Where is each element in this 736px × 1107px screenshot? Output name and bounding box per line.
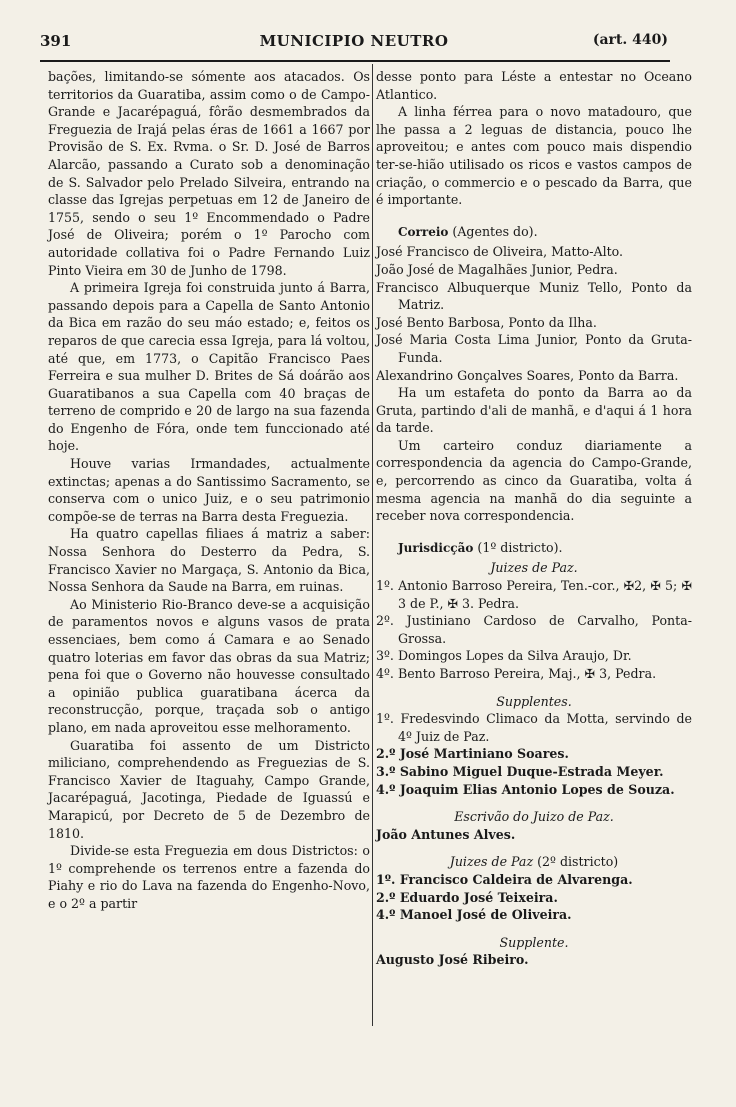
section-heading-correio [376, 223, 692, 242]
page-title: MUNICIPIO NEUTRO [259, 32, 449, 50]
list-item: 2.º José Martiniano Soares. [376, 746, 569, 762]
heading-label: Juizes de Paz [449, 854, 534, 870]
running-header [40, 32, 668, 54]
article-reference: (art. 440) [592, 32, 668, 48]
list-item: 3.º Sabino Miguel Duque-Estrada Meyer. [376, 763, 664, 779]
list-item: 1º. Francisco Caldeira de Alvarenga. [376, 871, 633, 887]
left-column [48, 68, 370, 913]
column-divider [372, 64, 373, 1026]
paragraph: bações, limitando-se sómente aos atacados. Os territorios da Guaratiba, assim como o de Campo-Grande e Jacarépaguá, fôrão desmembrados da Freguezia de Irajá pelas éras de 1661 a 1667 por Provisão de S. Ex. Rvma. o Sr. D. José de Barros Alarcão, passando a Curato sob a denominação de S. Salvador pelo Prelado Silveira, entrando na classe das Igrejas perpetuas em 12 de Janeiro de 1755, sendo o seu 1º Encommendado o Padre José de Oliveira; porém o 1º Parocho com autoridade collativa foi o Padre Fernando Luiz Pinto Vieira em 30 de Junho de 1798. [48, 69, 370, 278]
list-item: José Bento Barbosa, Ponto da Ilha. [376, 314, 597, 330]
paragraph: desse ponto para Léste a entestar no Oceano Atlantico. [376, 69, 692, 102]
list-item: Augusto José Ribeiro. [376, 952, 529, 968]
page-number: 391 [40, 32, 72, 50]
list-item: João Antunes Alves. [376, 826, 516, 842]
heading-label: Jurisdicção [398, 540, 474, 555]
paragraph: Guaratiba foi assento de um Districto miliciano, comprehendendo as Freguezias de S. Francisco Xavier de Itaguahy, Campo Grande, Jacarépaguá, Jacotinga, Piedade de Iguassú e Marapicú, por Decreto de 5 de Dezembro de 1810. [48, 737, 370, 841]
list-item: Francisco Albuquerque Muniz Tello, Ponto da Matriz. [376, 279, 692, 313]
list-item: João José de Magalhães Junior, Pedra. [376, 261, 618, 277]
list-item: 1º. Fredesvindo Climaco da Motta, servindo de 4º Juiz de Paz. [376, 711, 692, 744]
heading-label: Correio [398, 224, 449, 239]
subheading-supplentes: Supplentes. [496, 693, 572, 709]
spacer [376, 924, 692, 934]
subheading-juizes: Juizes de Paz. [490, 560, 578, 576]
paragraph: Ha um estafeta do ponto da Barra ao da Gruta, partindo d'ali de manhã, e d'aqui á 1 hora da tarde. [376, 385, 692, 436]
paragraph: Houve varias Irmandades, actualmente extinctas; apenas a do Santissimo Sacramento, se conserva com o unico Juiz, e o seu patrimonio compõe-se de terras na Barra desta Freguezia. [48, 456, 370, 524]
list-item: 4º. Bento Barroso Pereira, Maj., ✠ 3, Pedra. [376, 666, 657, 681]
spacer [376, 683, 692, 693]
list-item: 4.º Manoel José de Oliveira. [376, 907, 572, 923]
list-item: 2.º Eduardo José Teixeira. [376, 889, 558, 905]
list-item: Alexandrino Gonçalves Soares, Ponto da Barra. [376, 367, 679, 383]
right-column [376, 68, 692, 969]
paragraph: Ha quatro capellas filiaes á matriz a saber: Nossa Senhora do Desterro da Pedra, S. Francisco Xavier no Margaça, S. Antonio da Bica, Nossa Senhora da Saude na Barra, em ruinas. [48, 526, 370, 595]
heading-subtitle: (2º districto) [537, 854, 619, 870]
heading-subtitle: (Agentes do). [452, 223, 538, 239]
spacer [376, 843, 692, 853]
section-heading-jurisdiccao [376, 539, 692, 558]
subheading-juizes-2 [376, 853, 692, 871]
list-item: 2º. Justiniano Cardoso de Carvalho, Ponta-Grossa. [376, 613, 692, 646]
subheading-supplente: Supplente. [499, 934, 569, 950]
subheading-escrivao: Escrivão do Juizo de Paz. [454, 809, 614, 825]
list-item: José Maria Costa Lima Junior, Ponto da Gruta-Funda. [376, 332, 692, 365]
paragraph: A linha férrea para o novo matadouro, que lhe passa a 2 leguas de distancia, pouco lhe aproveitou; e antes com pouco mais dispendio ter-se-hião utilisado os ricos e vastos campos de criação, o commercio e o pescado da Barra, que é importante. [376, 104, 692, 208]
paragraph: Um carteiro conduz diariamente a correspondencia da agencia do Campo-Grande, e, percorrendo as cinco da Guaratiba, volta á mesma agencia na manhã do dia seguinte a receber nova correspondencia. [376, 437, 692, 524]
list-item: 3º. Domingos Lopes da Silva Araujo, Dr. [376, 648, 632, 664]
heading-subtitle: (1º districto). [477, 539, 563, 555]
paragraph: Ao Ministerio Rio-Branco deve-se a acquisição de paramentos novos e alguns vasos de prata essenciaes, bem como á Camara e ao Senado quatro loterias em favor das obras da sua Matriz; pena foi que o Governo não houvesse consultado a opinião publica guaratibana ácerca da reconstrucção, porque, traçada sob o antigo plano, em nada aproveitou esse melhoramento. [48, 596, 370, 735]
header-rule [40, 60, 670, 62]
paragraph: Divide-se esta Freguezia em dous Districtos: o 1º comprehende os terrenos entre a fazenda do Piahy e rio do Lava na fazenda do Engenho-Novo, e o 2º a partir [48, 843, 370, 911]
list-item: 1º. Antonio Barroso Pereira, Ten.-cor., ✠2, ✠ 5; ✠ 3 de P., ✠ 3. Pedra. [376, 578, 692, 611]
spacer [376, 798, 692, 808]
list-item: 4.º Joaquim Elias Antonio Lopes de Souza. [376, 781, 675, 797]
list-item: José Francisco de Oliveira, Matto-Alto. [376, 244, 624, 260]
paragraph: A primeira Igreja foi construida junto á Barra, passando depois para a Capella de Santo Antonio da Bica em razão do seu máo estado; e, feitos os reparos de que carecia essa Igreja, para lá voltou, até que, em 1773, o Capitão Francisco Paes Ferreira e sua mulher D. Brites de Sá doárão aos Guaratibanos a sua Capella com 40 braças de terreno de comprido e 20 de largo na sua fazenda do Engenho de Fóra, onde tem funccionado até hoje. [48, 280, 370, 454]
